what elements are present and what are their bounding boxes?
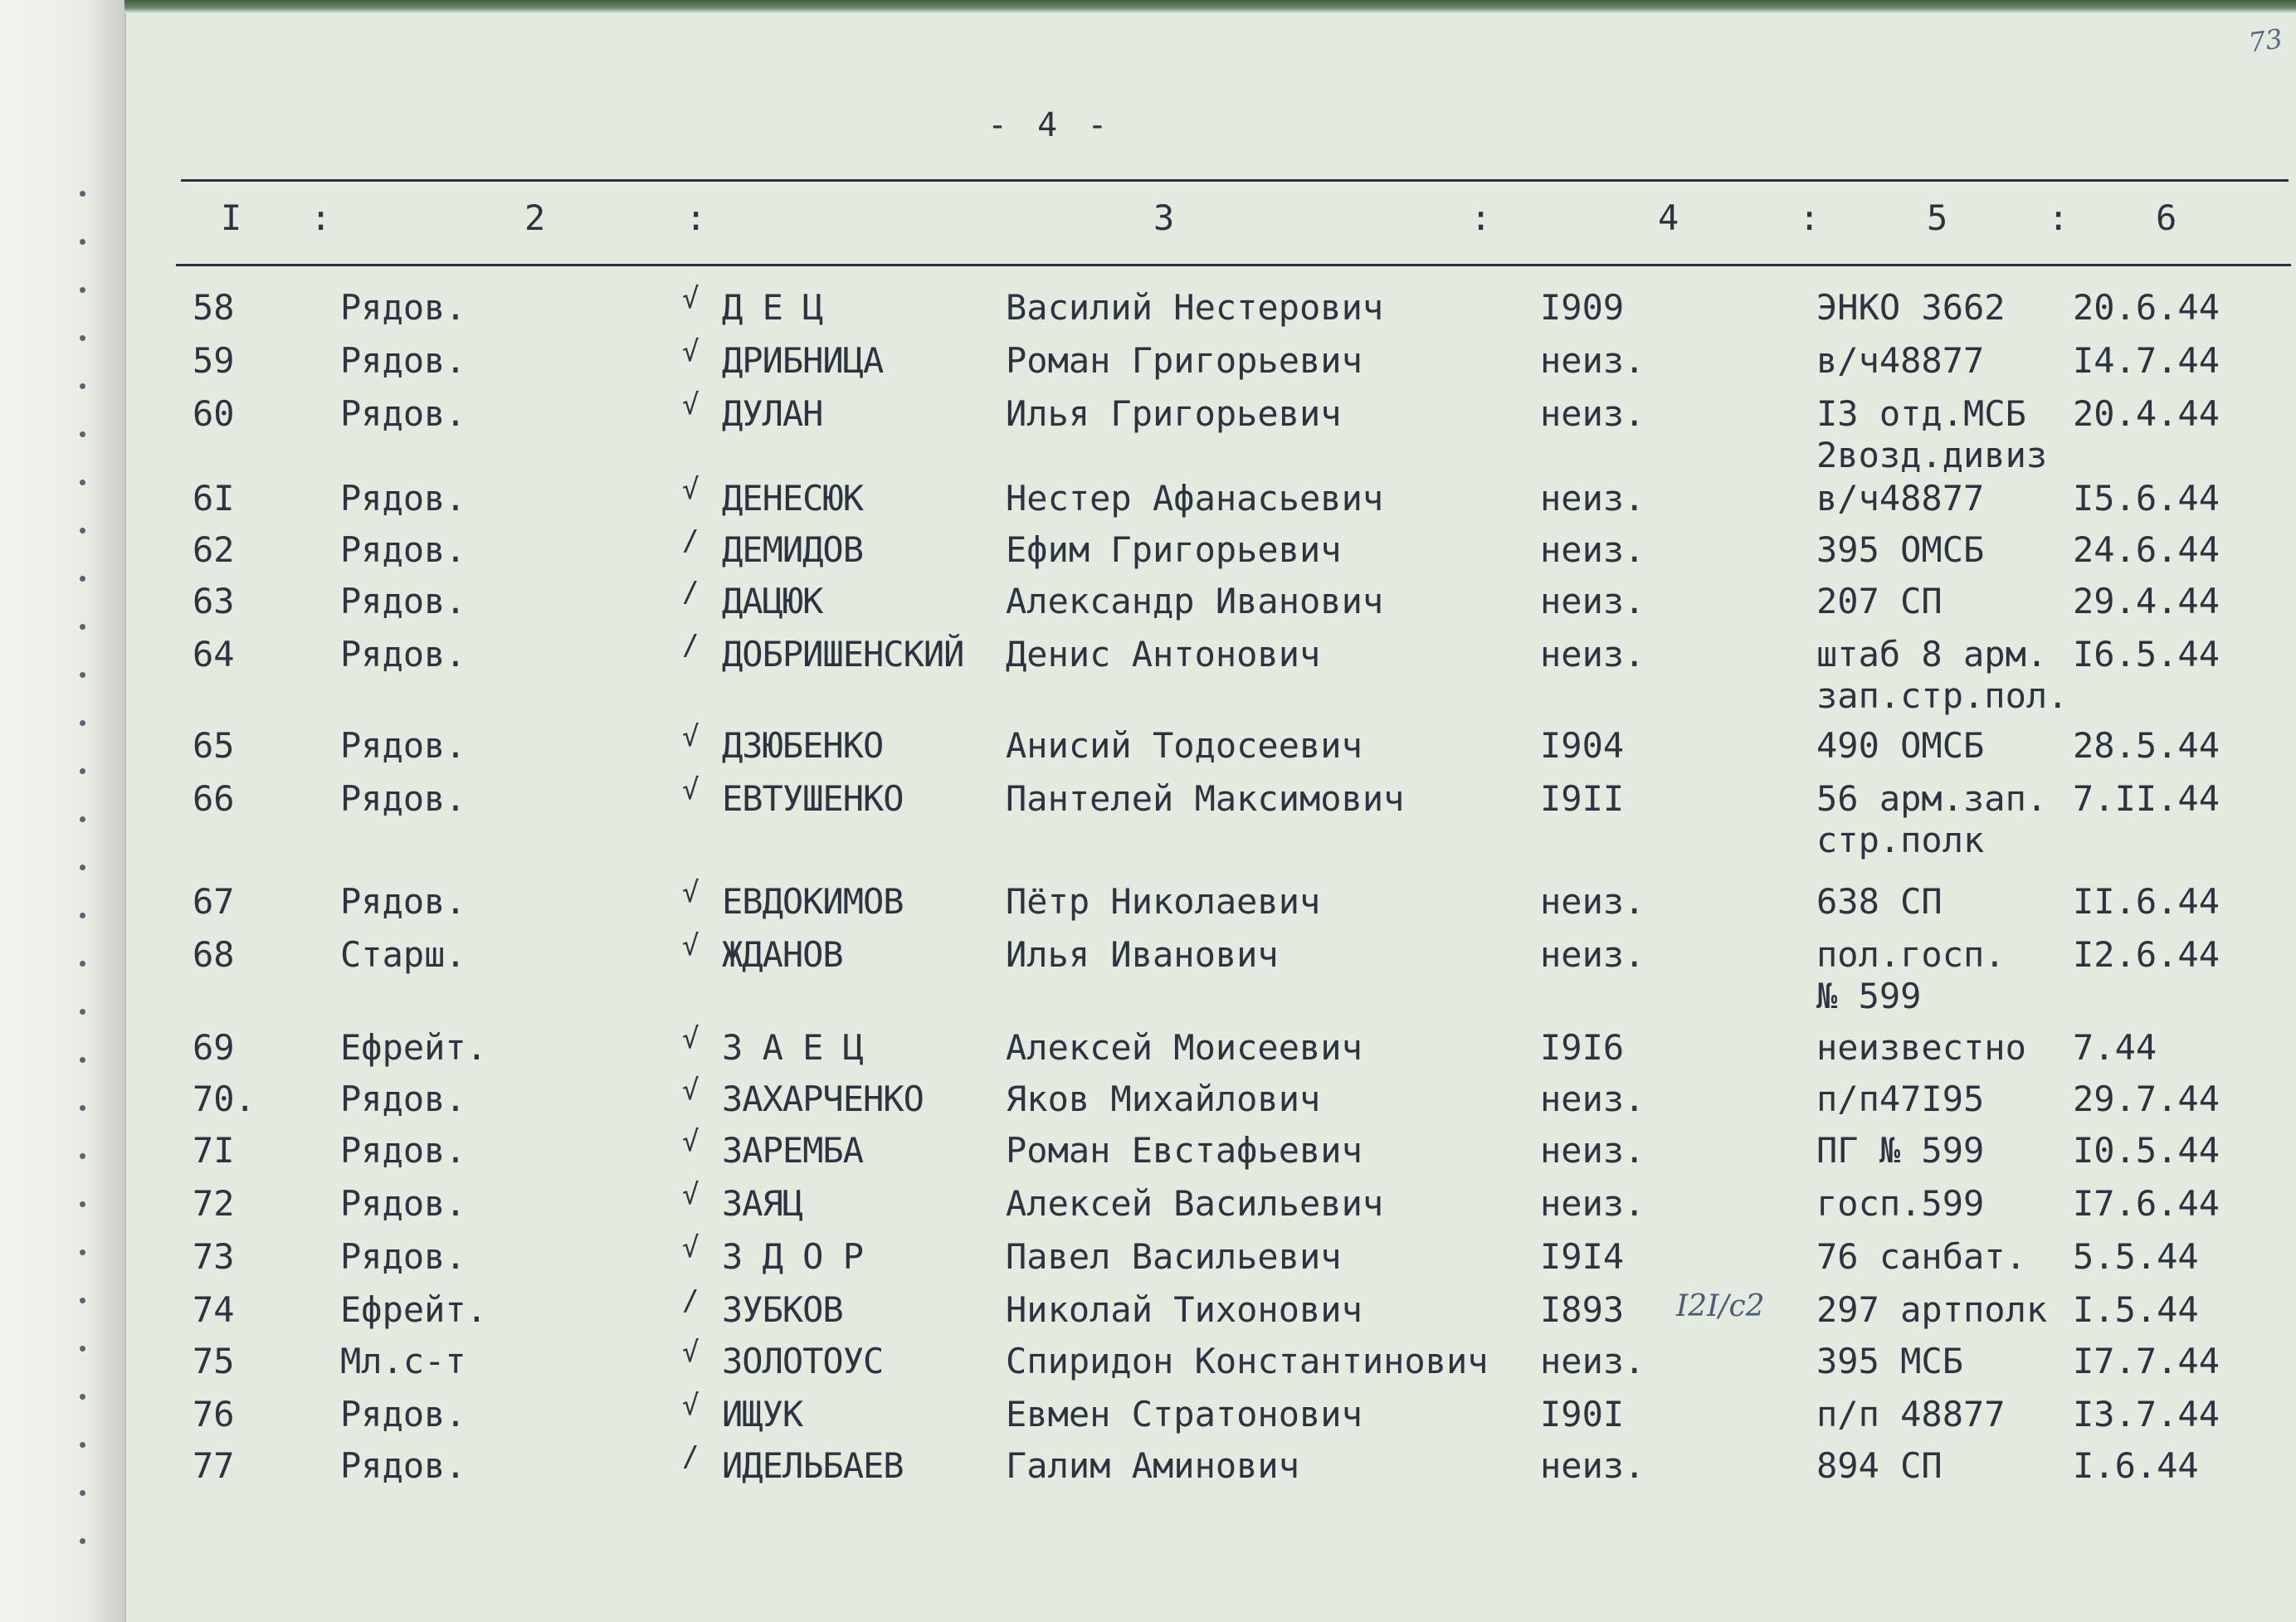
row-date: 20.4.44 <box>2073 393 2220 434</box>
binding-hole <box>80 720 85 726</box>
check-mark-icon: √ <box>682 720 700 753</box>
check-mark-icon: √ <box>682 335 700 368</box>
row-date: 24.6.44 <box>2073 529 2220 570</box>
row-rank: Рядов. <box>340 1236 466 1277</box>
table-row <box>124 335 2296 390</box>
row-birth-year: неиз. <box>1540 340 1645 381</box>
check-mark-icon: / <box>682 1284 700 1318</box>
table-row <box>124 1440 2296 1495</box>
check-mark-icon: √ <box>682 1074 700 1107</box>
binding-hole <box>80 287 85 293</box>
row-number: 6I <box>193 478 235 519</box>
row-given-name: Ефим Григорьевич <box>1006 529 1342 570</box>
row-number: 76 <box>193 1394 235 1434</box>
row-birth-year: неиз. <box>1540 1341 1645 1381</box>
table-row <box>124 1022 2296 1077</box>
table-row <box>124 929 2296 1016</box>
row-number: 65 <box>193 725 235 766</box>
row-date: 29.7.44 <box>2073 1079 2220 1119</box>
check-mark-icon: √ <box>682 929 700 962</box>
check-mark-icon: √ <box>682 1125 700 1158</box>
row-given-name: Евмен Стратонович <box>1006 1394 1362 1434</box>
row-rank: Рядов. <box>340 393 466 434</box>
row-handwritten-note: I2I/c2 <box>1676 1289 1765 1323</box>
row-date: I4.7.44 <box>2073 340 2220 381</box>
row-number: 75 <box>193 1341 235 1381</box>
binding-hole <box>80 961 85 967</box>
col-header-sep: : <box>310 197 332 238</box>
row-unit: I3 отд.МСБ <box>1816 393 2026 434</box>
row-unit: 395 ОМСБ <box>1816 529 1985 570</box>
row-number: 62 <box>193 529 235 570</box>
row-rank: Ефрейт. <box>340 1027 488 1068</box>
binding-hole <box>80 865 85 870</box>
row-surname: З А Е Ц <box>722 1027 864 1068</box>
row-rank: Рядов. <box>340 1183 466 1224</box>
col-header-sep: : <box>685 197 707 238</box>
table-row <box>124 1336 2296 1391</box>
binding-hole <box>80 913 85 918</box>
row-birth-year: неиз. <box>1540 1079 1645 1119</box>
binding-hole <box>80 1394 85 1400</box>
row-rank: Рядов. <box>340 881 466 922</box>
check-mark-icon: / <box>682 1440 700 1473</box>
row-unit: штаб 8 арм. <box>1816 634 2048 675</box>
row-unit: ЭНКО 3662 <box>1816 287 2006 328</box>
check-mark-icon: √ <box>682 876 700 909</box>
row-date: I5.6.44 <box>2073 478 2220 519</box>
row-unit: 395 МСБ <box>1816 1341 1964 1381</box>
binding-hole <box>80 480 85 485</box>
row-date: I7.7.44 <box>2073 1341 2220 1381</box>
row-date: 20.6.44 <box>2073 287 2220 328</box>
row-surname: ЕВДОКИМОВ <box>722 881 904 922</box>
page-number: - 4 - <box>987 106 1113 144</box>
binding-hole <box>80 1153 85 1159</box>
row-date: I0.5.44 <box>2073 1130 2220 1171</box>
check-mark-icon: / <box>682 629 700 662</box>
table-row <box>124 524 2296 579</box>
row-surname: ИЩУК <box>722 1394 803 1434</box>
row-surname: ДУЛАН <box>722 393 823 434</box>
check-mark-icon: / <box>682 576 700 609</box>
row-surname: ДЗЮБЕНКО <box>722 725 884 766</box>
binding-hole <box>80 1249 85 1255</box>
row-unit: п/п47I95 <box>1816 1079 1985 1119</box>
corner-handwritten-note: 73 <box>2246 22 2285 59</box>
row-birth-year: I9II <box>1540 778 1625 819</box>
row-given-name: Пётр Николаевич <box>1006 881 1321 922</box>
row-number: 67 <box>193 881 235 922</box>
row-unit: 894 СП <box>1816 1445 1943 1486</box>
row-unit: 490 ОМСБ <box>1816 725 1985 766</box>
row-birth-year: неиз. <box>1540 934 1645 975</box>
row-date: II.6.44 <box>2073 881 2220 922</box>
binding-hole <box>80 1201 85 1207</box>
binding-hole <box>80 768 85 774</box>
table-row <box>124 876 2296 931</box>
row-surname: ЗАРЕМБА <box>722 1130 864 1171</box>
row-number: 77 <box>193 1445 235 1486</box>
row-number: 64 <box>193 634 235 675</box>
row-surname: ИДЕЛЬБАЕВ <box>722 1445 904 1486</box>
table-row <box>124 1389 2296 1444</box>
row-rank: Рядов. <box>340 287 466 328</box>
col-header-sep: : <box>1470 197 1492 238</box>
binding-hole <box>80 1538 85 1544</box>
row-given-name: Николай Тихонович <box>1006 1289 1362 1330</box>
row-date: 7.II.44 <box>2073 778 2220 819</box>
binding-hole <box>80 239 85 245</box>
row-date: I.6.44 <box>2073 1445 2199 1486</box>
row-rank: Старш. <box>340 934 466 975</box>
row-surname: ДОБРИШЕНСКИЙ <box>722 634 964 675</box>
table-row <box>124 1178 2296 1233</box>
row-rank: Рядов. <box>340 725 466 766</box>
table-row <box>124 720 2296 775</box>
row-surname: ЗОЛОТОУС <box>722 1341 884 1381</box>
row-date: 28.5.44 <box>2073 725 2220 766</box>
binding-hole <box>80 431 85 437</box>
row-given-name: Спиридон Константинович <box>1006 1341 1489 1381</box>
row-unit: 56 арм.зап. <box>1816 778 2048 819</box>
binding-hole <box>80 528 85 533</box>
row-birth-year: неиз. <box>1540 1445 1645 1486</box>
binding-hole <box>80 1298 85 1303</box>
row-date: 7.44 <box>2073 1027 2157 1068</box>
row-surname: ДРИБНИЦА <box>722 340 884 381</box>
row-birth-year: неиз. <box>1540 478 1645 519</box>
check-mark-icon: √ <box>682 473 700 506</box>
row-surname: ДЕНЕСЮК <box>722 478 864 519</box>
row-unit: 76 санбат. <box>1816 1236 2026 1277</box>
check-mark-icon: √ <box>682 388 700 421</box>
check-mark-icon: / <box>682 524 700 558</box>
row-given-name: Алексей Васильевич <box>1006 1183 1384 1224</box>
table-row <box>124 576 2296 631</box>
table-row <box>124 1231 2296 1286</box>
table-row <box>124 388 2296 475</box>
row-number: 73 <box>193 1236 235 1277</box>
row-birth-year: неиз. <box>1540 1130 1645 1171</box>
row-rank: Рядов. <box>340 478 466 519</box>
check-mark-icon: √ <box>682 1231 700 1264</box>
binding-hole <box>80 672 85 678</box>
row-rank: Рядов. <box>340 1079 466 1119</box>
col-header-6: 6 <box>2156 197 2177 238</box>
row-unit: 297 артполк <box>1816 1289 2048 1330</box>
row-birth-year: I90I <box>1540 1394 1625 1434</box>
row-given-name: Галим Аминович <box>1006 1445 1300 1486</box>
row-rank: Рядов. <box>340 529 466 570</box>
row-given-name: Александр Иванович <box>1006 581 1384 621</box>
row-birth-year: неиз. <box>1540 581 1645 621</box>
row-unit-continued: № 599 <box>1816 976 1922 1016</box>
row-birth-year: I893 <box>1540 1289 1625 1330</box>
row-surname: ЗАХАРЧЕНКО <box>722 1079 924 1119</box>
header-bottom-rule <box>176 264 2291 266</box>
col-header-2: 2 <box>524 197 546 238</box>
row-unit: неизвестно <box>1816 1027 2026 1068</box>
row-given-name: Роман Евстафьевич <box>1006 1130 1362 1171</box>
document-page <box>124 13 2296 1622</box>
row-unit: в/ч48877 <box>1816 478 1985 519</box>
row-birth-year: I904 <box>1540 725 1625 766</box>
row-unit: ПГ № 599 <box>1816 1130 1985 1171</box>
binding-hole <box>80 1009 85 1015</box>
row-date: I6.5.44 <box>2073 634 2220 675</box>
row-given-name: Павел Васильевич <box>1006 1236 1342 1277</box>
row-rank: Рядов. <box>340 1130 466 1171</box>
row-unit: 638 СП <box>1816 881 1943 922</box>
row-given-name: Анисий Тодосеевич <box>1006 725 1362 766</box>
binding-hole <box>80 335 85 341</box>
col-header-sep: : <box>1799 197 1821 238</box>
header-top-rule <box>181 179 2289 182</box>
row-date: I7.6.44 <box>2073 1183 2220 1224</box>
row-given-name: Алексей Моисеевич <box>1006 1027 1362 1068</box>
row-birth-year: неиз. <box>1540 393 1645 434</box>
binding-hole <box>80 1442 85 1448</box>
binding-hole <box>80 624 85 630</box>
check-mark-icon: √ <box>682 282 700 315</box>
row-unit-continued: зап.стр.пол. <box>1816 675 2069 716</box>
row-birth-year: неиз. <box>1540 881 1645 922</box>
row-given-name: Нестер Афанасьевич <box>1006 478 1384 519</box>
table-row <box>124 1125 2296 1180</box>
binding-hole <box>80 816 85 822</box>
row-birth-year: неиз. <box>1540 1183 1645 1224</box>
row-surname: Д Е Ц <box>722 287 823 328</box>
row-surname: ДАЦЮК <box>722 581 823 621</box>
row-given-name: Яков Михайлович <box>1006 1079 1321 1119</box>
row-unit: госп.599 <box>1816 1183 1985 1224</box>
binding-hole <box>80 1105 85 1111</box>
row-surname: ЖДАНОВ <box>722 934 843 975</box>
check-mark-icon: √ <box>682 1389 700 1422</box>
row-date: 29.4.44 <box>2073 581 2220 621</box>
binding-hole <box>80 1057 85 1063</box>
col-header-1: I <box>221 197 242 238</box>
row-rank: Рядов. <box>340 581 466 621</box>
row-number: 58 <box>193 287 235 328</box>
row-number: 69 <box>193 1027 235 1068</box>
row-number: 66 <box>193 778 235 819</box>
row-date: I2.6.44 <box>2073 934 2220 975</box>
row-date: I3.7.44 <box>2073 1394 2220 1434</box>
row-surname: ЗАЯЦ <box>722 1183 803 1224</box>
row-rank: Мл.с-т <box>340 1341 466 1381</box>
row-rank: Рядов. <box>340 340 466 381</box>
cover-edge <box>124 0 2296 13</box>
col-header-4: 4 <box>1658 197 1679 238</box>
table-row <box>124 1284 2296 1339</box>
table-row <box>124 773 2296 860</box>
row-number: 68 <box>193 934 235 975</box>
row-given-name: Пантелей Максимович <box>1006 778 1405 819</box>
row-birth-year: неиз. <box>1540 634 1645 675</box>
row-unit: п/п 48877 <box>1816 1394 2006 1434</box>
row-birth-year: неиз. <box>1540 529 1645 570</box>
row-unit: 207 СП <box>1816 581 1943 621</box>
table-row <box>124 282 2296 337</box>
row-given-name: Денис Антонович <box>1006 634 1321 675</box>
row-unit-continued: стр.полк <box>1816 820 1985 860</box>
page-binding <box>0 0 126 1622</box>
table-row <box>124 1074 2296 1128</box>
table-row <box>124 629 2296 716</box>
row-unit-continued: 2возд.дивиз <box>1816 435 2048 475</box>
row-rank: Рядов. <box>340 1445 466 1486</box>
col-header-3: 3 <box>1153 197 1175 238</box>
row-given-name: Илья Иванович <box>1006 934 1279 975</box>
check-mark-icon: √ <box>682 1022 700 1055</box>
row-number: 59 <box>193 340 235 381</box>
row-number: 63 <box>193 581 235 621</box>
row-rank: Рядов. <box>340 634 466 675</box>
row-surname: З Д О Р <box>722 1236 864 1277</box>
row-birth-year: I909 <box>1540 287 1625 328</box>
row-unit: в/ч48877 <box>1816 340 1985 381</box>
check-mark-icon: √ <box>682 1336 700 1369</box>
row-number: 70. <box>193 1079 256 1119</box>
check-mark-icon: √ <box>682 1178 700 1211</box>
row-number: 7I <box>193 1130 235 1171</box>
row-given-name: Илья Григорьевич <box>1006 393 1342 434</box>
col-header-5: 5 <box>1927 197 1948 238</box>
row-rank: Рядов. <box>340 1394 466 1434</box>
row-date: 5.5.44 <box>2073 1236 2199 1277</box>
binding-hole <box>80 383 85 389</box>
row-date: I.5.44 <box>2073 1289 2199 1330</box>
row-rank: Рядов. <box>340 778 466 819</box>
row-birth-year: I9I6 <box>1540 1027 1625 1068</box>
row-given-name: Роман Григорьевич <box>1006 340 1362 381</box>
row-number: 74 <box>193 1289 235 1330</box>
binding-hole <box>80 1490 85 1496</box>
row-surname: ЗУБКОВ <box>722 1289 843 1330</box>
col-header-sep: : <box>2048 197 2069 238</box>
binding-hole <box>80 576 85 582</box>
row-birth-year: I9I4 <box>1540 1236 1625 1277</box>
check-mark-icon: √ <box>682 773 700 806</box>
row-surname: ДЕМИДОВ <box>722 529 864 570</box>
row-number: 60 <box>193 393 235 434</box>
row-rank: Ефрейт. <box>340 1289 488 1330</box>
row-surname: ЕВТУШЕНКО <box>722 778 904 819</box>
row-unit: пол.госп. <box>1816 934 2006 975</box>
table-row <box>124 473 2296 528</box>
row-given-name: Василий Нестерович <box>1006 287 1384 328</box>
row-number: 72 <box>193 1183 235 1224</box>
binding-hole <box>80 1346 85 1352</box>
binding-hole <box>80 191 85 197</box>
